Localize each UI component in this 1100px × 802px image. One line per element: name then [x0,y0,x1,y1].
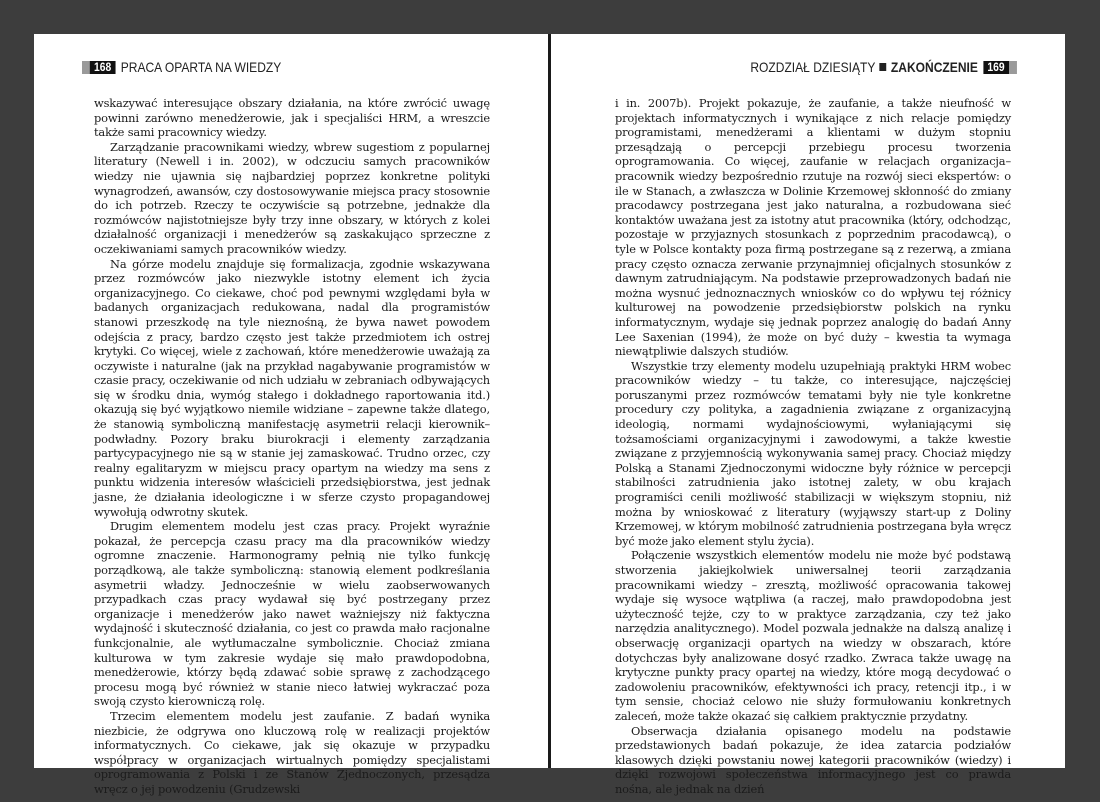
right-paragraph-4: Obserwacja działania opisanego modelu na podstawie przedstawionych badań pokazuje, że idea zatarcia podziałów klasowych dzięki powstaniu nowej kategorii pracowników (wiedzy) i dzięki rozwojowi społeczeństwa informacyjnego jest co prawda nośna, ale jednak na dzień [615,723,1011,796]
left-body-text [94,96,490,797]
right-page [551,34,1065,796]
right-page-number: 169 [983,61,1009,74]
left-page [34,34,548,796]
right-page-number-tab [983,61,1017,74]
left-running-title: PRACA OPARTA NA WIEDZY [120,59,282,75]
right-body-text [615,96,1011,797]
left-paragraph-2: Zarządzanie pracownikami wiedzy, wbrew sugestiom z popularnej literatury (Newell i in. 2002), w odczuciu samych pracowników wiedzy nie ujawnia się najbardziej poprzez konkretne polityki wynagrodzeń, awansów, czy dostosowywanie miejsca pracy stosownie do ich potrzeb. Rzeczy te oczywiście są potrzebne, jednakże dla rozmówców najistotniejsze były trzy inne obszary, w których z kolei działalność organizacji i menedżerów są zaskakująco sprzeczne z oczekiwaniami samych pracowników wiedzy. [94,139,490,256]
left-paragraph-4: Drugim elementem modelu jest czas pracy. Projekt wyraźnie pokazał, że percepcja czasu pracy ma dla pracowników wiedzy ogromne znaczenie. Harmonogramy pełnią nie tylko funkcję porządkową, ale także symboliczną: stanowią element podkreślania asymetrii władzy. Jednocześnie w wielu zaobserwowanych przypadkach czas pracy wydawał się być postrzegany przez organizacje i menedżerów jako nawet ważniejszy niż faktyczna wydajność i skuteczność działania, co jest co prawda mało racjonalne funkcjonalnie, ale wytłumaczalne symbolicznie. Chociaż zmiana kulturowa w tym zakresie wydaje się mało prawdopodobna, menedżerowie, którzy będą zdawać sobie sprawę z zachodzącego procesu mogą być również w stanie nieco łatwiej wykraczać poza swoją czysto kierowniczą rolę. [94,519,490,709]
right-running-header [751,58,1017,76]
chapter-label: ROZDZIAŁ DZIESIĄTY [750,59,876,75]
right-page-number-bar [1009,61,1017,74]
chapter-title: ZAKOŃCZENIE [891,59,979,75]
header-separator-square [880,63,887,71]
right-paragraph-2: Wszystkie trzy elementy modelu uzupełniają praktyki HRM wobec pracowników wiedzy – tu także, co interesujące, najczęściej poruszanymi przez rozmówców tematami były nie tyle konkretne procedury czy polityka, a zagadnienia związane z organizacyjną ideologią, normami wydajnościowymi, wyłaniającymi się tożsamościami organizacyjnymi i zawodowymi, a także kwestie związane z przyjemnością wykonywania samej pracy. Chociaż między Polską a Stanami Zjednoczonymi widoczne były różnice w percepcji stabilności zatrudnienia jako istotnej zalety, w obu krajach programiści cenili możliwość stabilizacji w większym stopniu, niż można by wnioskować z literatury (wyjąwszy start-up z Doliny Krzemowej, w którym mobilność zatrudnienia postrzegana była wręcz być może jako element stylu życia). [615,358,1011,548]
left-page-number: 168 [90,61,116,74]
left-paragraph-3: Na górze modelu znajduje się formalizacja, zgodnie wskazywana przez rozmówców jako niezwykle istotny element ich życia organizacyjnego. Co ciekawe, choć pod pewnymi względami była w badanych organizacjach redukowana, nadal dla programistów stanowi przeszkodę na tyle nieznośną, że bywa nawet powodem odejścia z pracy, bardzo często jest także przedmiotem ich ostrej krytyki. Co więcej, wiele z zachowań, które menedżerowie uważają za oczywiste i naturalne (jak na przykład nagabywanie programistów w czasie pracy, oczekiwanie od nich udziału w zebraniach odbywających się w środku dnia, wymóg stałego i dokładnego raportowania itd.) okazują się być wyjątkowo niemile widziane – zapewne także dlatego, że stanowią symboliczną manifestację asymetrii relacji kierownik–podwładny. Pozory braku biurokracji i elementy zarządzania partycypacyjnego nie są w stanie jej zamaskować. Trudno orzec, czy realny egalitaryzm w miejscu pracy opartym na wiedzy ma sens z punktu widzenia interesów właścicieli przedsiębiorstwa, jest jednak jasne, że działania ideologiczne i w sferze czysto propagandowej wywołują odwrotny skutek. [94,256,490,519]
left-page-number-tab [82,61,116,74]
left-running-header [82,58,281,76]
right-paragraph-1: i in. 2007b). Projekt pokazuje, że zaufanie, a także nieufność w projektach informatycznych i wynikające z nich relacje pomiędzy programistami, menedżerami a klientami w dużym stopniu przesądzają o percepcji przebiegu procesu tworzenia oprogramowania. Co więcej, zaufanie w relacjach organizacja–pracownik wiedzy bezpośrednio rzutuje na rozwój sieci ekspertów: o ile w Stanach, a zwłaszcza w Dolinie Krzemowej skłonność do zmiany pracodawcy postrzegana jest jako naturalna, a rozbudowana sieć kontaktów uważana jest za istotny atut pracownika (który, odchodząc, pozostaje w przyjaznych stosunkach z poprzednim pracodawcą), o tyle w Polsce kontakty poza firmą postrzegane są z rezerwą, a zmiana pracy często oznacza zerwanie przynajmniej oficjalnych stosunków z dawnym zatrudniającym. Na podstawie przeprowadzonych badań nie można wysnuć jednoznacznych wniosków co do wpływu tej różnicy kulturowej na powodzenie przedsiębiorstw polskich na rynku informatycznym, wydaje się jednak poprzez analogię do badań Anny Lee Saxenian (1994), że może on być duży – kwestia ta wymaga niewątpliwie dalszych studiów. [615,96,1011,359]
left-page-number-bar [82,61,90,74]
left-paragraph-5: Trzecim elementem modelu jest zaufanie. Z badań wynika niezbicie, że odgrywa ono kluczową rolę w realizacji projektów informatycznych. Co ciekawe, jak się okazuje w przypadku współpracy w organizacjach wirtualnych pomiędzy specjalistami oprogramowania z Polski i ze Stanów Zjednoczonych, przesądza wręcz o jej powodzeniu (Grudzewski [94,708,490,796]
left-paragraph-1: wskazywać interesujące obszary działania, na które zwrócić uwagę powinni zarówno menedżerowie, jak i specjaliści HRM, a wreszcie także sami pracownicy wiedzy. [94,96,490,140]
right-paragraph-3: Połączenie wszystkich elementów modelu nie może być podstawą stworzenia jakiejkolwiek uniwersalnej teorii zarządzania pracownikami wiedzy – zresztą, możliwość opracowania takowej wydaje się wysoce wątpliwa (a raczej, mało prawdopodobna jest użyteczność tejże, czy to w praktyce zarządzania, czy też jako narzędzia analitycznego). Model pozwala jednakże na dalszą analizę i obserwację organizacji opartych na wiedzy w obszarach, które dotychczas były analizowane dosyć rzadko. Zwraca także uwagę na krytyczne punkty pracy opartej na wiedzy, które mogą decydować o zadowoleniu pracowników, efektywności ich pracy, retencji itp., i w tym sensie, chociaż celowo nie służy formułowaniu konkretnych zaleceń, może także okazać się całkiem praktycznie przydatny. [615,548,1011,723]
